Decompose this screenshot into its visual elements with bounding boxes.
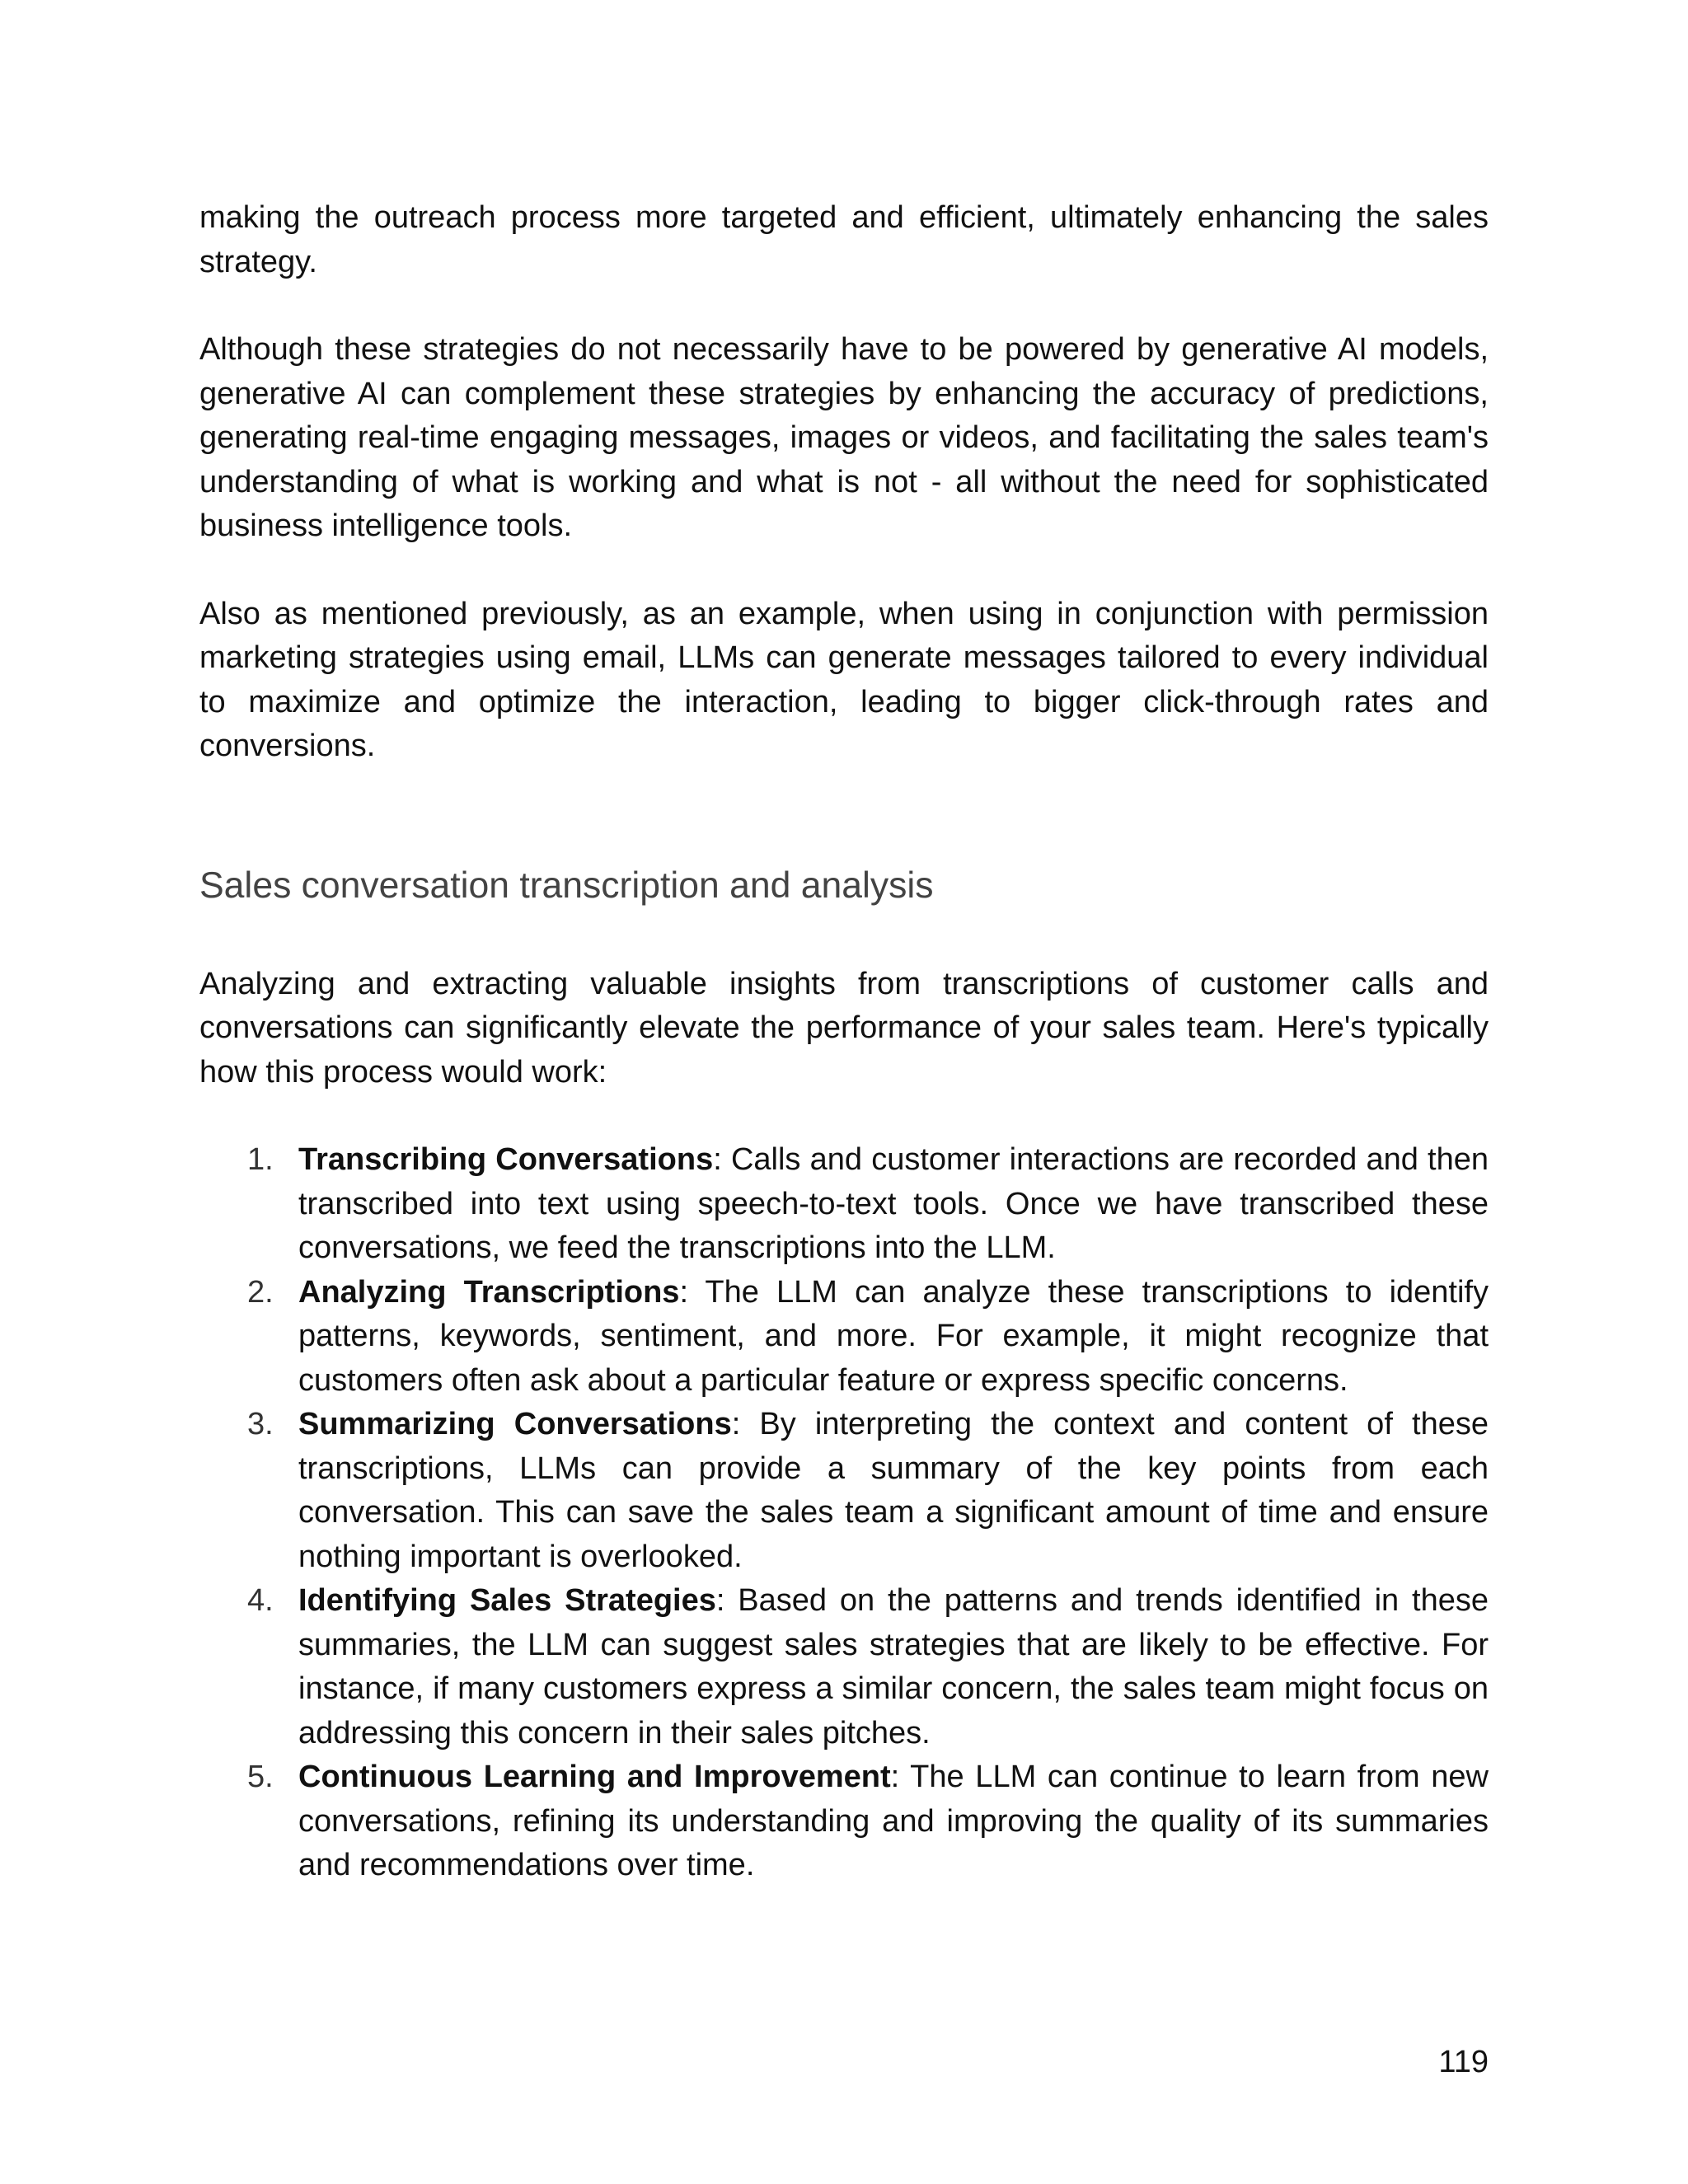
list-item-text: : Calls and customer interactions are recorded and then transcribed into text using speech-to-text tools. Once we have transcribed these conversations, we feed the transcriptions into the LLM. bbox=[298, 1142, 1489, 1265]
list-item-number: 4. bbox=[247, 1583, 274, 1618]
page-number: 119 bbox=[1438, 2045, 1489, 2079]
list-item bbox=[199, 1403, 1489, 1579]
list-item-number: 1. bbox=[247, 1142, 274, 1177]
list-item-title: Summarizing Conversations bbox=[298, 1407, 732, 1441]
list-item-text: : Based on the patterns and trends identified in these summaries, the LLM can suggest sales strategies that are likely to be effective. For instance, if many customers express a similar concern, the sales team might focus on addressing this concern in their sales pitches. bbox=[298, 1583, 1489, 1750]
section-intro: Analyzing and extracting valuable insights from transcriptions of customer calls and conversations can significantly elevate the performance of your sales team. Here's typically how this process would work: bbox=[199, 966, 1489, 1090]
list-item bbox=[199, 1138, 1489, 1271]
list-item bbox=[199, 1579, 1489, 1755]
list-item-number: 2. bbox=[247, 1274, 274, 1310]
list-item bbox=[199, 1755, 1489, 1888]
list-item-text: : By interpreting the context and content of these transcriptions, LLMs can provide a summary of the key points from each conversation. This can save the sales team a significant amount of time and ensure nothing important is overlooked. bbox=[298, 1407, 1489, 1574]
list-item-title: Identifying Sales Strategies bbox=[298, 1583, 716, 1618]
paragraph-llm-email: Also as mentioned previously, as an example, when using in conjunction with permission marketing strategies using email, LLMs can generate messages tailored to every individual to maximize and optimize the interaction, leading to bigger click-through rates and conversions. bbox=[199, 596, 1489, 763]
list-item-text: : The LLM can analyze these transcriptions to identify patterns, keywords, sentiment, and more. For example, it might recognize that customers often ask about a particular feature or express specific concerns. bbox=[298, 1274, 1489, 1398]
paragraph-outreach: making the outreach process more targeted and efficient, ultimately enhancing the sales strategy. bbox=[199, 200, 1489, 279]
section-heading: Sales conversation transcription and analysis bbox=[199, 865, 934, 906]
list-item-number: 3. bbox=[247, 1407, 274, 1441]
steps-list bbox=[199, 1138, 1489, 1888]
paragraph-generative-ai: Although these strategies do not necessarily have to be powered by generative AI models, generative AI can complement these strategies by enhancing the accuracy of predictions, generating real-time engaging messages, images or videos, and facilitating the sales team's understanding of what is working and what is not - all without the need for sophisticated business intelligence tools. bbox=[199, 332, 1489, 543]
list-item-title: Analyzing Transcriptions bbox=[298, 1274, 680, 1310]
list-item-text: : The LLM can continue to learn from new conversations, refining its understanding and improving the quality of its summaries and recommendations over time. bbox=[298, 1760, 1489, 1882]
list-item-title: Transcribing Conversations bbox=[298, 1142, 714, 1177]
list-item bbox=[199, 1271, 1489, 1404]
document-page bbox=[199, 196, 1489, 1888]
list-item-number: 5. bbox=[247, 1760, 274, 1794]
list-item-title: Continuous Learning and Improvement bbox=[298, 1760, 891, 1794]
